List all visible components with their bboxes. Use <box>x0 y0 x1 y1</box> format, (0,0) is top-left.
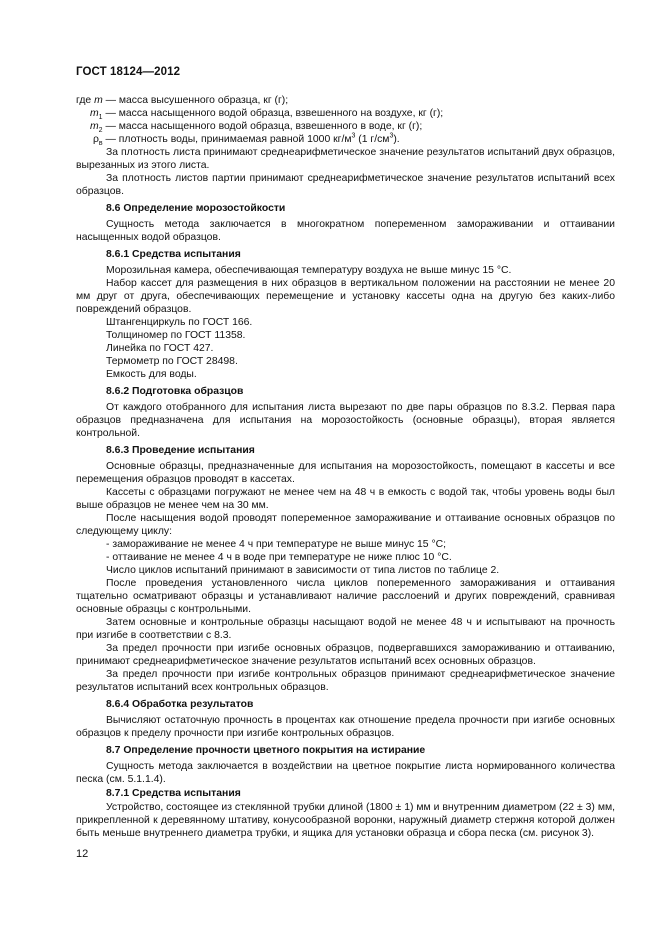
paragraph: Основные образцы, предназначенные для испытания на морозостойкость, помещают в кассеты и все перемещения образцов проводят в кассетах. <box>76 461 615 485</box>
definition-rho: $\rho_в$ — плотность воды, принимаемая равной 1000 $кг/м^3$ (1 $г/см^3$). <box>93 132 400 148</box>
paragraph: За плотность листов партии принимают среднеарифметическое значение результатов испытаний всех образцов. <box>76 173 615 197</box>
section-heading: 8.7 Определение прочности цветного покрытия на истирание <box>106 745 426 756</box>
paragraph: Кассеты с образцами погружают не менее чем на 48 ч в емкость с водой так, чтобы уровень воды был выше образцов не менее чем на 30 мм. <box>76 487 615 511</box>
definition-m1: $m_1$ — масса насыщенного водой образца, взвешенного на воздухе, кг (г); <box>90 108 444 122</box>
paragraph: Устройство, состоящее из стеклянной трубки длиной (1800 ± 1) мм и внутренним диаметром (22 ± 3) мм, прикрепленной к деревянному штативу, конусообразной воронки, наружный диаметр стержня которой должен быть меньше внутреннего диаметра трубки, и ящика для установки образца и сбора песка (см. рисунок 3). <box>76 802 615 839</box>
page-number: 12 <box>76 848 89 860</box>
paragraph: После насыщения водой проводят попеременное замораживание и оттаивание основных образцов по следующему циклу: <box>76 513 615 537</box>
paragraph: Затем основные и контрольные образцы насыщают водой не менее 48 ч и испытывают на прочность при изгибе в соответствии с 8.3. <box>76 617 615 641</box>
document-body <box>76 94 615 840</box>
paragraph: Набор кассет для размещения в них образцов в вертикальном положении на расстоянии не менее 20 мм друг от друга, обеспечивающих перемещение и установку кассеты одна на другую без каких-либо повреждений образцов. <box>76 278 615 315</box>
section-heading: 8.6.3 Проведение испытания <box>106 445 255 456</box>
list-item: - оттаивание не менее 4 ч в воде при температуре не ниже плюс 10 °С. <box>106 552 452 563</box>
definition-m2: $m_2$ — масса насыщенного водой образца, взвешенного в воде, кг (г); <box>90 121 423 135</box>
definition-m: где m — масса высушенного образца, кг (г); <box>76 95 289 106</box>
paragraph: За предел прочности при изгибе контрольных образцов принимают среднеарифметическое значение результатов испытаний всех контрольных образцов. <box>76 669 615 693</box>
list-item: Толщиномер по ГОСТ 11358. <box>106 330 246 341</box>
section-heading: 8.6.2 Подготовка образцов <box>106 386 244 397</box>
section-heading: 8.7.1 Средства испытания <box>106 788 241 799</box>
paragraph: Сущность метода заключается в многократном попеременном замораживании и оттаивании насыщенных водой образцов. <box>76 219 615 243</box>
paragraph: После проведения установленного числа циклов попеременного замораживания и оттаивания тщательно осматривают образцы и устанавливают наличие расслоений и других повреждений, сравнивая основные образцы с контрольными. <box>76 578 615 615</box>
list-item: Линейка по ГОСТ 427. <box>106 343 214 354</box>
paragraph: За плотность листа принимают среднеарифметическое значение результатов испытаний двух образцов, вырезанных из этого листа. <box>76 147 615 171</box>
section-heading: 8.6 Определение морозостойкости <box>106 203 286 214</box>
paragraph: Число циклов испытаний принимают в зависимости от типа листов по таблице 2. <box>106 565 500 576</box>
paragraph: За предел прочности при изгибе основных образцов, подвергавшихся замораживанию и оттаиванию, принимают среднеарифметическое значение результатов испытаний всех основных образцов. <box>76 643 615 667</box>
paragraph: От каждого отобранного для испытания листа вырезают по две пары образцов по 8.3.2. Первая пара образцов предназначена для испытания на морозостойкость (основные образцы), вторая является контрольной. <box>76 402 615 439</box>
list-item: - замораживание не менее 4 ч при температуре не выше минус 15 °С; <box>106 539 447 550</box>
list-item: Штангенциркуль по ГОСТ 166. <box>106 317 253 328</box>
paragraph: Морозильная камера, обеспечивающая температуру воздуха не выше минус 15 °С. <box>106 265 512 276</box>
document-header: ГОСТ 18124—2012 <box>76 66 181 78</box>
paragraph: Сущность метода заключается в воздействии на цветное покрытие листа нормированного количества песка (см. 5.1.1.4). <box>76 761 615 785</box>
list-item: Емкость для воды. <box>106 369 197 380</box>
list-item: Термометр по ГОСТ 28498. <box>106 356 238 367</box>
section-heading: 8.6.4 Обработка результатов <box>106 699 254 710</box>
section-heading: 8.6.1 Средства испытания <box>106 249 241 260</box>
paragraph: Вычисляют остаточную прочность в процентах как отношение предела прочности при изгибе основных образцов к пределу прочности при изгибе контрольных образцов. <box>76 715 615 739</box>
